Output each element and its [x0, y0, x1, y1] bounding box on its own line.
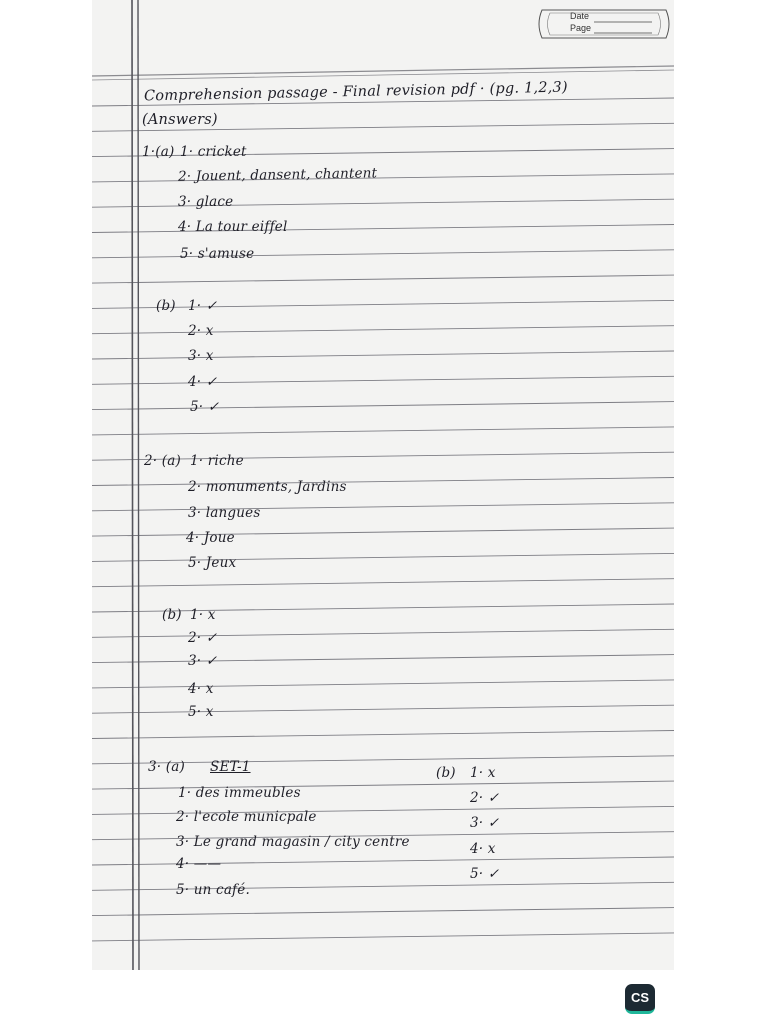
- margin-line: [132, 0, 133, 970]
- q1-a-answer-4: 4· La tour eiffel: [178, 219, 288, 235]
- ruled-line: [92, 427, 674, 435]
- ruled-line: [92, 275, 674, 283]
- ruled-line: [92, 680, 674, 688]
- q2-a-answer-3: 3· langues: [188, 505, 261, 521]
- q2-b-label: (b): [162, 607, 182, 623]
- ruled-line: [92, 933, 674, 941]
- q3-b-answer-4: 4· x: [470, 841, 496, 857]
- q3-b-label: (b): [436, 765, 456, 781]
- q3-set-label: SET-1: [210, 759, 251, 775]
- q1-b-answer-2: 2· x: [188, 323, 214, 339]
- ruled-line: [92, 705, 674, 713]
- q1-b-answer-1: 1· ✓: [188, 298, 218, 314]
- q3-b-answer-2: 2· ✓: [470, 790, 500, 806]
- q2-b-answer-4: 4· x: [188, 681, 214, 697]
- q3-b-answer-3: 3· ✓: [470, 815, 500, 831]
- stamp-frame: [534, 4, 674, 44]
- title-line-1: Comprehension passage - Final revision pdf · (pg. 1,2,3): [143, 79, 568, 105]
- ruled-line: [92, 503, 674, 511]
- q2-a-answer-4: 4· Joue: [186, 530, 235, 546]
- q1-b-answer-5: 5· ✓: [190, 399, 220, 415]
- q2-a-label: 2· (a): [144, 453, 181, 469]
- date-page-stamp: [534, 4, 674, 44]
- q3-a-answer-5: 5· un café.: [176, 882, 250, 898]
- q2-b-answer-3: 3· ✓: [188, 653, 218, 669]
- q3-a-answer-3: 3· Le grand magasin / city centre: [176, 834, 410, 850]
- ruled-line: [92, 908, 674, 916]
- q1-a-label: 1·(a): [142, 144, 175, 160]
- ruled-line: [92, 300, 674, 308]
- q1-a-answer-5: 5· s'amuse: [180, 246, 255, 262]
- q2-b-answer-1: 1· x: [190, 607, 216, 623]
- q2-a-answer-1: 1· riche: [190, 453, 244, 469]
- q1-b-answer-3: 3· x: [188, 348, 214, 364]
- q2-a-answer-2: 2· monuments, Jardins: [188, 479, 347, 495]
- notebook-page: [92, 0, 674, 970]
- ruled-line: [92, 478, 674, 486]
- ruled-line: [92, 731, 674, 739]
- q3-a-label: 3· (a): [148, 759, 185, 775]
- ruled-line: [92, 629, 674, 637]
- ruled-line: [92, 376, 674, 384]
- q3-b-answer-1: 1· x: [470, 765, 496, 781]
- q3-a-answer-2: 2· l'ecole municpale: [176, 809, 317, 825]
- q1-a-answer-1: 1· cricket: [180, 144, 247, 160]
- margin-line: [138, 0, 139, 970]
- ruled-line: [92, 655, 674, 663]
- page-label: Page: [570, 23, 592, 33]
- camscanner-badge: [625, 984, 655, 1014]
- q3-b-answer-5: 5· ✓: [470, 866, 500, 882]
- ruled-line: [92, 326, 674, 334]
- date-label: Date: [570, 11, 590, 21]
- q1-a-answer-3: 3· glace: [178, 194, 234, 210]
- q2-b-answer-5: 5· x: [188, 704, 214, 720]
- ruled-line: [92, 351, 674, 359]
- heading-rule: [92, 66, 674, 76]
- badge-text: CS: [630, 990, 650, 1005]
- q3-a-answer-4: 4· ——: [176, 856, 222, 872]
- q1-b-label: (b): [156, 298, 176, 314]
- title-line-2: (Answers): [142, 112, 218, 128]
- q1-a-answer-2: 2· Jouent, dansent, chantent: [177, 165, 378, 185]
- q2-a-answer-5: 5· Jeux: [188, 555, 237, 571]
- ruled-line: [92, 579, 674, 587]
- q1-b-answer-4: 4· ✓: [188, 374, 218, 390]
- ruled-line: [92, 402, 674, 410]
- q2-b-answer-2: 2· ✓: [188, 630, 218, 646]
- ruled-line: [92, 528, 674, 536]
- q3-a-answer-1: 1· des immeubles: [178, 785, 301, 801]
- ruled-line: [92, 553, 674, 561]
